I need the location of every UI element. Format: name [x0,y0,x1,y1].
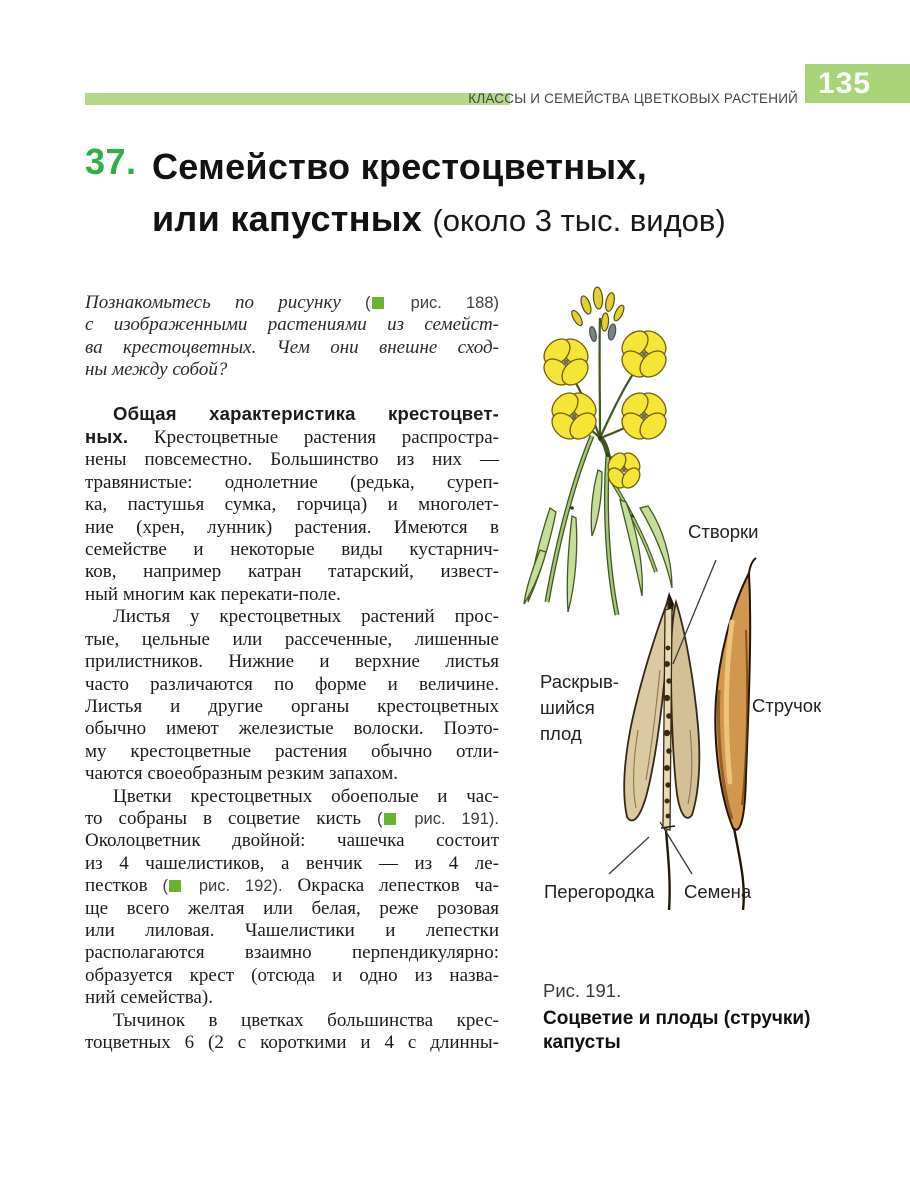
text-run: пестков [85,875,163,897]
text-run: семействе и некоторые виды кустарнич- [85,539,499,561]
text-run: ка, пастушья сумка, горчица) и многолет- [85,494,499,516]
text-run: му крестоцветные растения обычно отли- [85,740,499,762]
paragraph-line [85,830,499,852]
text-run: ный многим как перекати-поле. [85,583,341,605]
paragraph-line [85,987,499,1009]
figure-ref-text: рис. 191). [398,809,499,828]
plant-leaves [524,470,672,612]
text-run: или лиловая. Чашелистики и лепестки [85,919,499,941]
text-run: травянистые: однолетние (редька, суреп- [85,471,499,493]
paragraph-line [85,494,499,516]
paragraph-line [85,898,499,920]
flower [539,334,593,390]
label-lines [609,560,716,874]
paragraph-2 [85,606,499,785]
paragraph-line [85,942,499,964]
paragraph-line [85,539,499,561]
text-run: Листья и другие органы крестоцветных [85,695,499,717]
intro-line [85,359,499,381]
section-title [85,141,805,247]
figure-label-opened-fruit-l2: шийся [540,697,595,718]
figure-label-seeds: Семена [684,881,752,902]
text-run: Околоцветник двойной: чашечка состоит [85,830,499,852]
paragraph-4 [85,1010,499,1055]
text-run: располагаются взаимно перпендикулярно: [85,942,499,964]
text-run: Цветки крестоцветных обоеполые и час- [113,785,499,807]
paragraph-line [85,920,499,942]
figure-ref-text: ( [377,809,383,828]
figure-caption-ref: Рис. 191. [543,980,622,1001]
paragraph-1 [85,403,499,607]
intro-line [85,314,499,336]
figure-ref-marker-icon [384,813,396,825]
figure-label-valves: Створки [688,521,759,542]
paragraph-line [85,875,499,897]
intro-line [85,292,499,314]
septum-label-line [609,837,649,874]
page-number: 135 [818,67,872,100]
intro-line [85,337,499,359]
paragraph-line [85,472,499,494]
paragraph-line [85,426,499,449]
paragraph-line [85,606,499,628]
paragraph-line [85,561,499,583]
text-run: Листья у крестоцветных растений прос- [113,606,499,628]
text-run: нены повсеместно. Большинство из них — [85,449,499,471]
text-run: ков, например катран татарский, извест- [85,561,499,583]
text-run: ще всего желтая или белая, реже розовая [85,897,499,919]
text-run: ние (хрен, лунник) растения. Имеются в [85,516,499,538]
page-number-badge [805,64,910,103]
flower-buds [570,287,626,342]
figure-label-septum: Перегородка [544,881,655,902]
text-run: Общая характеристика крестоцвет- [113,402,499,424]
flower [617,388,671,444]
paragraph-line [85,763,499,785]
paragraph-line [85,696,499,718]
text-run: Тычинок в цветках большинства крес- [113,1009,499,1031]
text-run: из 4 чашелистиков, а венчик — из 4 ле- [85,852,499,874]
running-header: КЛАССЫ И СЕМЕЙСТВА ЦВЕТКОВЫХ РАСТЕНИЙ [468,91,798,106]
paragraph-line [85,965,499,987]
text-run: ва крестоцветных. Чем они внешне сход- [85,336,499,358]
figure-ref-text: ( [365,294,371,312]
header-rule [85,93,510,105]
figure-caption [543,980,883,1055]
text-run: Окраска лепестков ча- [282,875,499,897]
paragraph-line [85,449,499,471]
figure-label-silique: Стручок [752,695,822,716]
paragraph-line [85,741,499,763]
figure-191 [520,270,910,970]
body-column [85,292,499,1054]
paragraph-line [85,517,499,539]
text-run: с изображенными растениями из семейст- [85,314,499,336]
paragraph-line [85,718,499,740]
seeds-label-line [660,822,692,874]
text-run: ных. [85,426,129,448]
section-number: 37. [85,141,137,182]
paragraph-line [85,651,499,673]
text-run: образуется крест (отсюда и одно из назва- [85,964,499,986]
paragraph-line [85,629,499,651]
text-run: часто различаются по форме и величине. [85,673,499,695]
paragraph-line [85,674,499,696]
figure-ref-text: рис. 188) [386,294,499,312]
title-line2-light: (около 3 тыс. видов) [432,203,726,238]
text-run: ний семейства). [85,987,213,1009]
figure-label-opened-fruit-l3: плод [540,723,582,744]
paragraph-line [85,786,499,808]
intro-question [85,292,499,382]
flower [617,326,671,382]
figure-caption-line1: Соцветие и плоды (стручки) [543,1008,811,1029]
paragraph-line [85,403,499,426]
text-run: ны между собой? [85,359,228,381]
paragraph-line [85,1032,499,1054]
figure-label-opened-fruit-l1: Раскрыв- [540,671,619,692]
paragraph-line [85,808,499,830]
figure-caption-line2: капусты [543,1032,621,1053]
paragraph-line [85,853,499,875]
opened-pod-drawing [624,592,699,910]
closed-pod-drawing [715,558,756,910]
text-run: Крестоцветные растения распростра- [128,427,499,449]
figure-ref-text: ( [162,877,169,896]
paragraph-line [85,584,499,606]
title-line2-bold: или капустных [152,198,423,239]
figure-ref-marker-icon [169,880,181,892]
text-run: тоцветных 6 (2 с короткими и 4 с длинны- [85,1032,499,1053]
title-line2 [152,193,805,247]
paragraph-3 [85,786,499,1010]
botanical-illustration [520,270,910,970]
paragraph-line [85,1010,499,1032]
figure-ref-text: рис. 192). [184,877,283,896]
text-run: прилистников. Нижние и верхние листья [85,651,499,673]
text-run: тые, цельные или рассеченные, лишенные [85,628,499,650]
flower [547,388,601,444]
figure-ref-marker-icon [372,297,384,309]
text-run: чаются своеобразным резким запахом. [85,763,398,785]
text-run: Познакомьтесь по рисунку [85,292,366,313]
title-line1: Семейство крестоцветных, [152,146,648,187]
text-run: то собраны в соцветие кисть [85,807,378,829]
text-run: обычно имеют железистые волоски. Поэто- [85,718,499,740]
body-paragraphs [85,403,499,1055]
